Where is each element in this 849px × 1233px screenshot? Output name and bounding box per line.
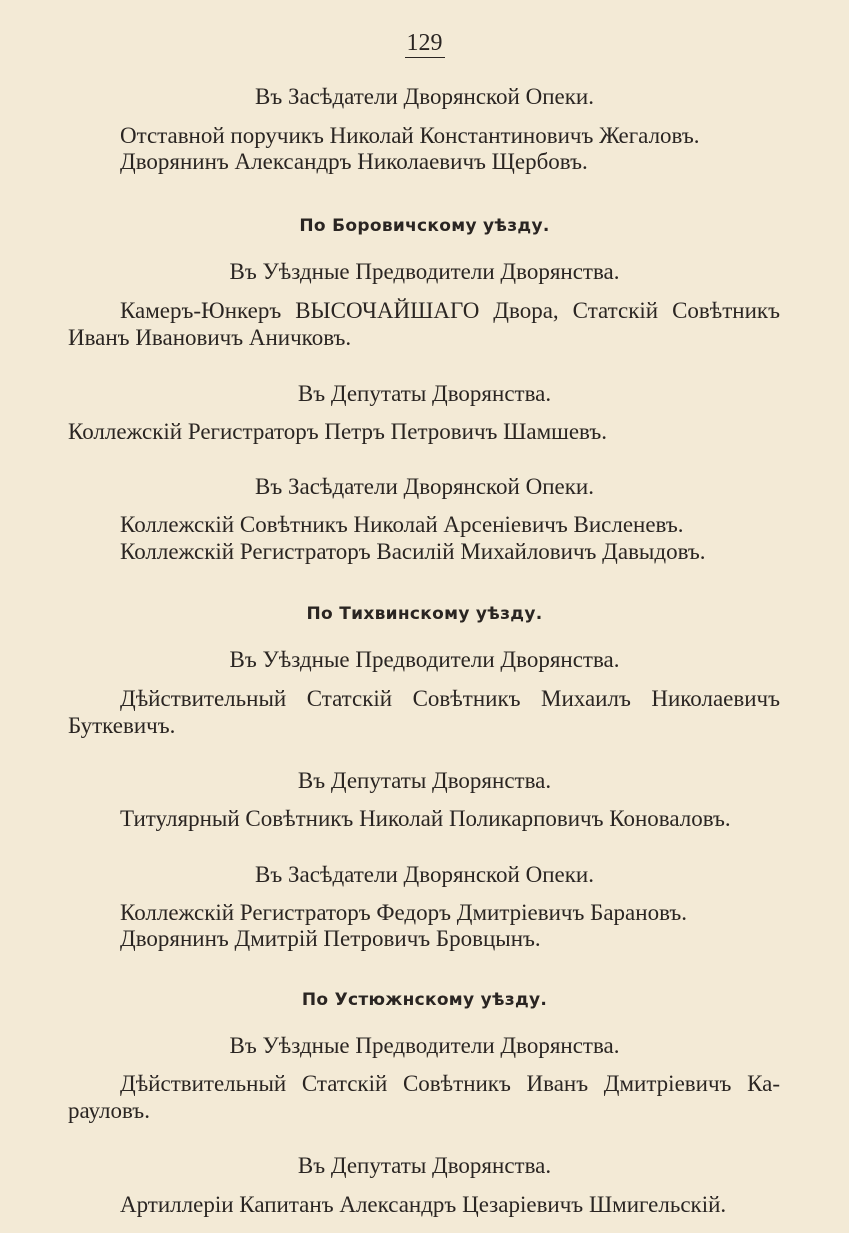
district-heading: По Устюжнскому уѣзду. xyxy=(301,990,548,1010)
text-line: pауловъ. xyxy=(68,1098,150,1123)
text-line: Коллежскій Совѣтникъ Николай Арсеніевичъ Висленевъ. xyxy=(120,512,684,537)
text-line: Дворянинъ Дмитрій Петровичъ Бровцынъ. xyxy=(120,926,541,951)
text-line: Отставной поручикъ Николай Константиновичъ Жегаловъ. xyxy=(120,123,700,148)
text-line: Буткевичъ. xyxy=(68,713,176,738)
text-line: Дѣйствительный Статскій Совѣтникъ Михаилъ Николаевичъ xyxy=(120,686,780,711)
text-line: Дворянинъ Александръ Николаевичъ Щербовъ. xyxy=(120,149,588,174)
page-number-text: 129 xyxy=(406,30,443,56)
district-heading: По Тихвинскому уѣзду. xyxy=(306,604,543,624)
section-heading: Въ Уѣздные Предводители Дворянства. xyxy=(229,647,620,672)
section-heading: Въ Уѣздные Предводители Дворянства. xyxy=(229,1033,620,1058)
section-heading: Въ Засѣдатели Дворянской Опеки. xyxy=(255,474,594,499)
text-line: Коллежскій Регистраторъ Василій Михайловичъ Давыдовъ. xyxy=(120,539,706,564)
text-line: Дѣйствительный Статскій Совѣтникъ Иванъ Дмитріевичъ Ка- xyxy=(120,1071,780,1096)
text-line: Камеръ-Юнкеръ ВЫСОЧАЙШАГО Двора, Статскій Совѣтникъ xyxy=(120,298,780,323)
page-number xyxy=(0,30,849,57)
text-line: Титулярный Совѣтникъ Николай Поликарповичъ Коноваловъ. xyxy=(120,806,731,831)
district-heading: По Боровичскому уѣзду. xyxy=(299,216,550,236)
section-heading: Въ Депутаты Дворянства. xyxy=(297,768,552,793)
text-line: Коллежскій Регистраторъ Петръ Петровичъ Шамшевъ. xyxy=(68,419,607,444)
section-heading: Въ Депутаты Дворянства. xyxy=(297,1153,552,1178)
section-heading: Въ Засѣдатели Дворянской Опеки. xyxy=(255,862,594,887)
text-line: Коллежскій Регистраторъ Федоръ Дмитріевичъ Барановъ. xyxy=(120,900,687,925)
section-heading: Въ Депутаты Дворянства. xyxy=(297,381,552,406)
text-line: Иванъ Ивановичъ Аничковъ. xyxy=(68,325,352,350)
section-heading: Въ Уѣздные Предводители Дворянства. xyxy=(229,259,620,284)
section-heading: Въ Засѣдатели Дворянской Опеки. xyxy=(255,84,594,109)
text-line: Артиллеріи Капитанъ Александръ Цезаріевичъ Шмигельскій. xyxy=(120,1192,727,1217)
